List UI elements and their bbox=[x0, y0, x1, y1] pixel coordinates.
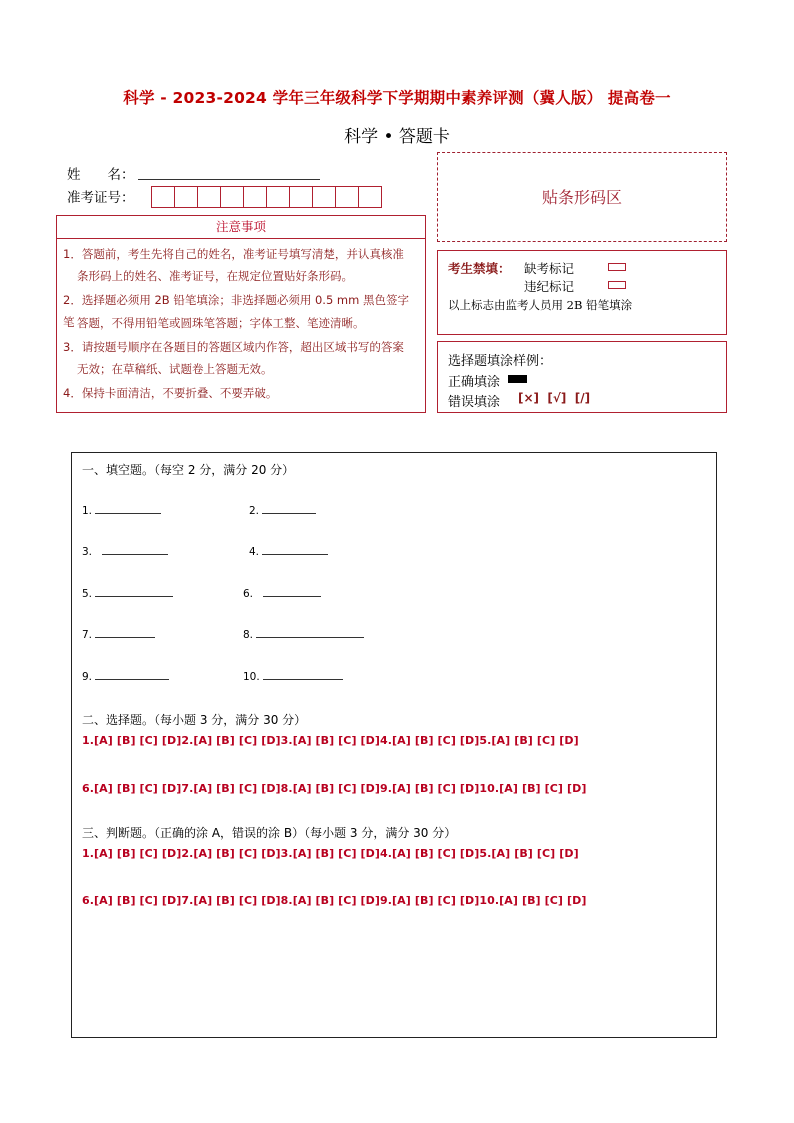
fill-sample-title: 选择题填涂样例： bbox=[448, 354, 553, 369]
id-digit-box[interactable] bbox=[312, 186, 336, 208]
id-number-boxes[interactable] bbox=[152, 186, 382, 208]
id-digit-box[interactable] bbox=[358, 186, 382, 208]
question-number: 1. bbox=[82, 505, 93, 517]
wrong-fill-label: 错误填涂 bbox=[448, 395, 501, 410]
fill-sample-box bbox=[437, 341, 727, 413]
question-number: 2. bbox=[249, 505, 260, 517]
question-number: 8. bbox=[243, 629, 254, 641]
barcode-label: 贴条形码区 bbox=[541, 188, 622, 207]
question-number: 6. bbox=[243, 588, 254, 600]
absent-label: 缺考标记 bbox=[524, 261, 575, 276]
blank-line[interactable] bbox=[95, 512, 161, 514]
blank-question bbox=[249, 546, 328, 558]
blank-line[interactable] bbox=[95, 678, 169, 680]
correct-fill-sample bbox=[508, 375, 527, 383]
notice-item: 无效；在草稿纸、试题卷上答题无效。 bbox=[77, 362, 273, 376]
notice-box bbox=[56, 215, 426, 413]
absent-mark[interactable] bbox=[608, 263, 626, 271]
blank-line[interactable] bbox=[262, 553, 328, 555]
exam-marks-note: 以上标志由监考人员用 2B 铅笔填涂 bbox=[448, 298, 633, 312]
question-number: 9. bbox=[82, 671, 93, 683]
blank-question bbox=[82, 629, 155, 641]
question-number: 4. bbox=[249, 546, 260, 558]
page-title: 科学 - 2023-2024 学年三年级科学下学期期中素养评测（冀人版） 提高卷一 bbox=[123, 89, 671, 107]
blank-question bbox=[243, 588, 321, 600]
id-digit-box[interactable] bbox=[197, 186, 221, 208]
notice-item: 2．选择题必须用 2B 铅笔填涂；非选择题必须用 0.5 mm 黑色签字笔 bbox=[63, 293, 409, 329]
violation-mark[interactable] bbox=[608, 281, 626, 289]
blank-question bbox=[243, 671, 343, 683]
blank-question bbox=[82, 588, 173, 600]
notice-item: 4．保持卡面清洁，不要折叠、不要弄破。 bbox=[63, 386, 278, 400]
id-digit-box[interactable] bbox=[151, 186, 175, 208]
id-digit-box[interactable] bbox=[266, 186, 290, 208]
notice-item: 答题，不得用铅笔或圆珠笔答题；字体工整、笔迹清晰。 bbox=[77, 316, 365, 330]
id-digit-box[interactable] bbox=[289, 186, 313, 208]
question-number: 3. bbox=[82, 546, 93, 558]
notice-title: 注意事项 bbox=[57, 216, 425, 239]
section2-title: 二、选择题。（每小题 3 分，满分 30 分） bbox=[82, 713, 307, 727]
judge-row[interactable]: 6.[A] [B] [C] [D]7.[A] [B] [C] [D]8.[A] [B] [C] [D]9.[A] [B] [C] [D]10.[A] [B] [C] [D] bbox=[82, 894, 587, 907]
notice-item: 条形码上的姓名、准考证号，在规定位置贴好条形码。 bbox=[77, 269, 353, 283]
question-number: 7. bbox=[82, 629, 93, 641]
exam-marks-box bbox=[437, 250, 727, 335]
blank-question bbox=[243, 629, 364, 641]
barcode-area bbox=[437, 152, 727, 242]
blank-line[interactable] bbox=[102, 553, 168, 555]
blank-question bbox=[82, 546, 168, 558]
correct-fill-label: 正确填涂 bbox=[448, 375, 501, 390]
id-digit-box[interactable] bbox=[243, 186, 267, 208]
card-title: 科学 • 答题卡 bbox=[344, 127, 450, 147]
notice-item: 3．请按题号顺序在各题目的答题区域内作答，超出区域书写的答案 bbox=[63, 340, 404, 354]
blank-line[interactable] bbox=[256, 636, 364, 638]
id-digit-box[interactable] bbox=[220, 186, 244, 208]
blank-question bbox=[82, 505, 161, 517]
blank-line[interactable] bbox=[263, 678, 343, 680]
wrong-fill-samples: [×] [√] [/] bbox=[518, 391, 591, 405]
name-label: 姓 名： bbox=[67, 167, 135, 183]
choice-row[interactable]: 6.[A] [B] [C] [D]7.[A] [B] [C] [D]8.[A] [B] [C] [D]9.[A] [B] [C] [D]10.[A] [B] [C] [D] bbox=[82, 782, 587, 795]
section1-title: 一、填空题。（每空 2 分，满分 20 分） bbox=[82, 463, 295, 477]
judge-row[interactable]: 1.[A] [B] [C] [D]2.[A] [B] [C] [D]3.[A] [B] [C] [D]4.[A] [B] [C] [D]5.[A] [B] [C] [D] bbox=[82, 847, 579, 860]
violation-label: 违纪标记 bbox=[524, 279, 575, 294]
blank-question bbox=[82, 671, 169, 683]
id-digit-box[interactable] bbox=[335, 186, 359, 208]
id-label: 准考证号： bbox=[67, 190, 135, 206]
id-digit-box[interactable] bbox=[174, 186, 198, 208]
section3-title: 三、判断题。（正确的涂 A，错误的涂 B）（每小题 3 分，满分 30 分） bbox=[82, 826, 457, 840]
question-number: 10. bbox=[243, 671, 260, 683]
blank-question bbox=[249, 505, 316, 517]
blank-line[interactable] bbox=[95, 636, 155, 638]
name-field[interactable] bbox=[138, 178, 320, 180]
blank-line[interactable] bbox=[262, 512, 316, 514]
exam-marks-label: 考生禁填： bbox=[448, 261, 511, 276]
blank-line[interactable] bbox=[95, 595, 173, 597]
blank-line[interactable] bbox=[263, 595, 321, 597]
question-number: 5. bbox=[82, 588, 93, 600]
notice-item: 1．答题前，考生先将自己的姓名，准考证号填写清楚，并认真核准 bbox=[63, 247, 404, 261]
choice-row[interactable]: 1.[A] [B] [C] [D]2.[A] [B] [C] [D]3.[A] [B] [C] [D]4.[A] [B] [C] [D]5.[A] [B] [C] [D] bbox=[82, 734, 579, 747]
